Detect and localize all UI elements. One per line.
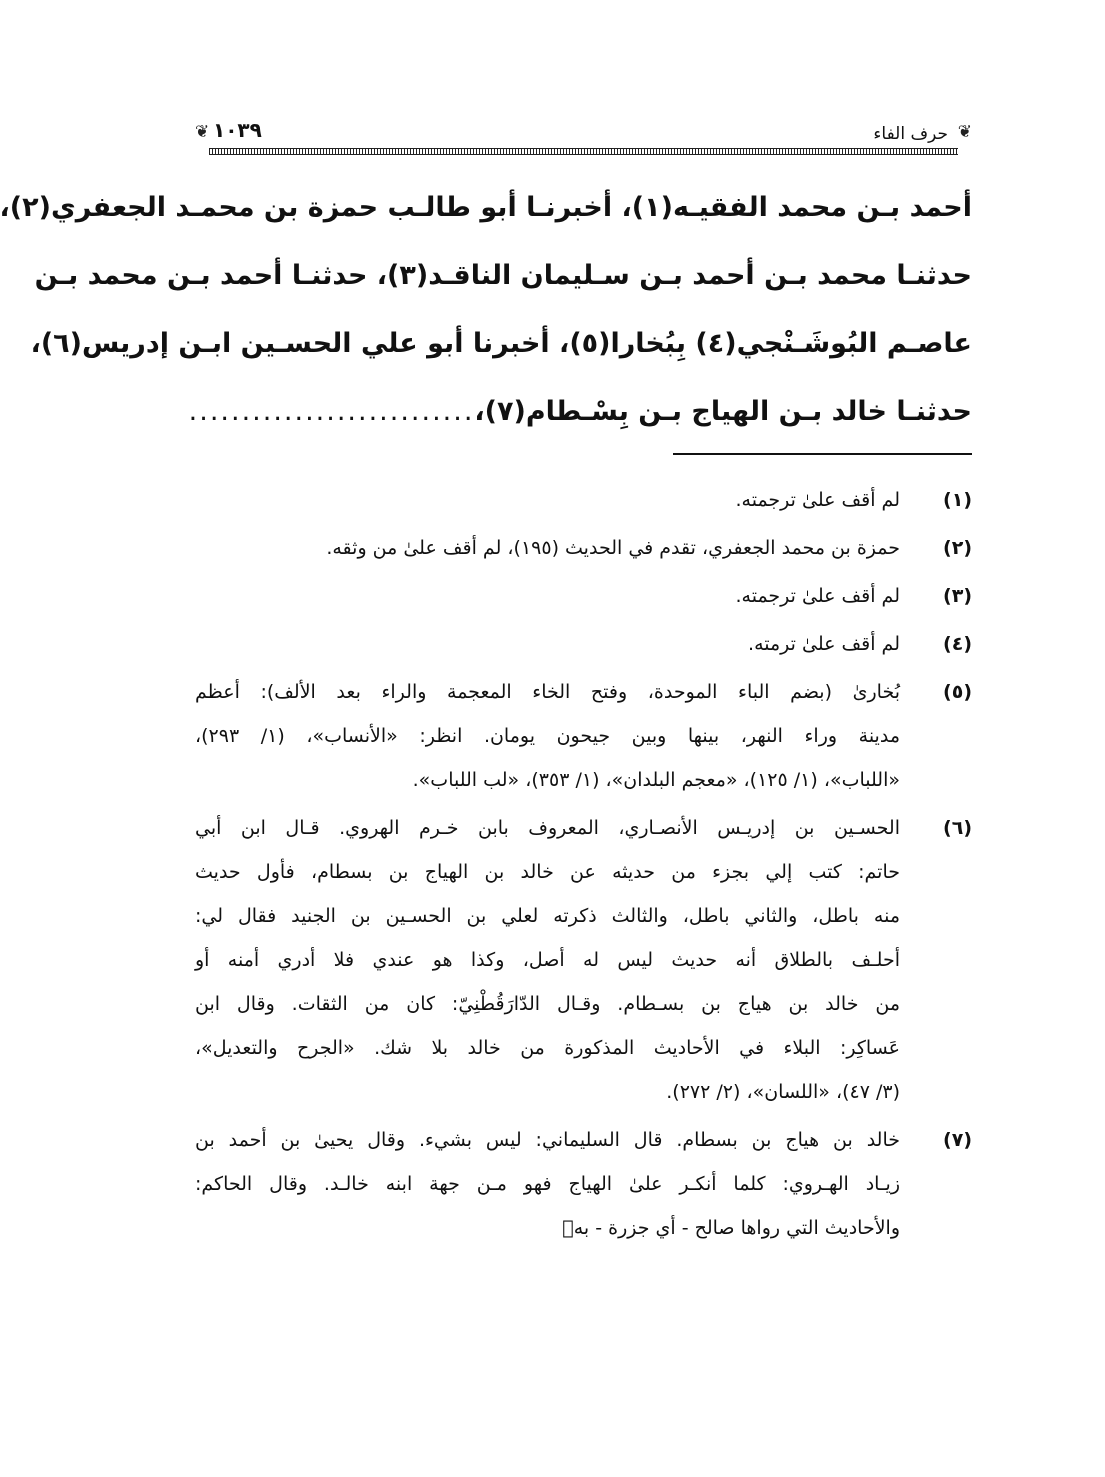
footnote-separator [673,453,972,455]
floral-ornament-icon: ❦ [195,122,210,142]
footnote-line: «اللباب»، (١/ ١٢٥)، «معجم البلدان»، (١/ ٣٥٣)، «لب اللباب». [412,769,900,791]
continuation-dots: ........................... [188,396,475,427]
footnote [195,574,972,618]
footnote-line: بُخارىٰ (بضم الباء الموحدة، وفتح الخاء المعجمة والراء بعد الألف): أعظم [195,681,900,703]
main-text-line-content: حدثنـا خالد بـن الهياج بـن بِسْـطام(٧)، [474,396,972,427]
footnote [195,622,972,666]
footnote-line: لم أقف علىٰ ترمته. [748,633,900,655]
footnote-line: عَساكِر: البلاء في الأحاديث المذكورة من خالد بلا شك. «الجرح والتعديل»، [195,1037,900,1059]
footnote-line: خالد بن هياج بن بسطام. قال السليماني: ليس بشيء. وقال يحيىٰ بن أحمد بن [195,1129,900,1151]
footnote-line: لم أقف علىٰ ترجمته. [735,489,900,511]
footnote [195,478,972,522]
main-text-line: عاصـم البُوشَـنْجي(٤) بِبُخارا(٥)، أخبرنا أبو علي الحسـين ابـن إدريس(٦)، [30,328,972,359]
main-text-line [188,378,972,446]
footnote [195,670,972,802]
chapter-title: حرف الفاء [873,124,948,144]
main-text-line: حدثنـا محمد بـن أحمد بـن سـليمان الناقـد(٣)، حدثنـا أحمد بـن محمد بـن [34,260,972,291]
page-number: ١٠٣٩ [213,118,262,142]
footnote-number: (٤) [943,633,972,655]
footnote [195,526,972,570]
footnote-line: زيـاد الهـروي: كلما أنكـر علىٰ الهياج فهو مـن جهة ابنه خالـد. وقال الحاكم: [195,1173,900,1195]
main-text-line: أحمد بـن محمد الفقيـه(١)، أخبرنـا أبو طالـب حمزة بن محمـد الجعفري(٢)، [0,192,972,223]
footnote [195,806,972,1114]
main-text [0,174,972,446]
header-decorative-rule [209,148,958,155]
footnote-number: (٢) [943,537,972,559]
footnote-line: منه باطل، والثاني باطل، والثالث ذكرته لعلي بن الحسـين بن الجنيد فقال لي: [195,905,900,927]
footnote-line: حمزة بن محمد الجعفري، تقدم في الحديث (١٩٥)، لم أقف علىٰ من وثقه. [326,537,900,559]
footnote-number: (٣) [943,585,972,607]
footnote-line: لم أقف علىٰ ترجمته. [735,585,900,607]
floral-ornament-icon: ❦ [957,122,972,142]
footnote-number: (١) [943,489,972,511]
footnote [195,1118,972,1250]
footnote-line: (٣/ ٤٧)، «اللسان»، (٢/ ٢٧٢). [666,1081,900,1103]
footnote-line: من خالد بن هياج بن بسـطام. وقـال الدّارَقُطْنِيّ: كان من الثقات. وقال ابن [195,993,900,1015]
footnote-line: حاتم: كتب إلي بجزء من حديثه عن خالد بن الهياج بن بسطام، فأول حديث [195,861,900,883]
footnote-number: (٦) [943,817,972,839]
footnote-number: (٧) [943,1129,972,1151]
footnote-line: مدينة وراء النهر، بينها وبين جيحون يومان. انظر: «الأنساب»، (١/ ٢٩٣)، [195,725,900,747]
page-header [195,118,972,158]
footnotes [195,478,972,1254]
footnote-line: الحسـين بن إدريـس الأنصـاري، المعروف بابن خـرم الهروي. قـال ابن أبي [195,817,900,839]
footnote-number: (٥) [943,681,972,703]
footnote-line: والأحاديث التي رواها صالح - أي جزرة - بهٖ [562,1217,900,1239]
footnote-line: أحلـف بالطلاق أنه حديث ليس له أصل، وكذا هو عندي فلا أدري أمنه أو [195,949,900,971]
